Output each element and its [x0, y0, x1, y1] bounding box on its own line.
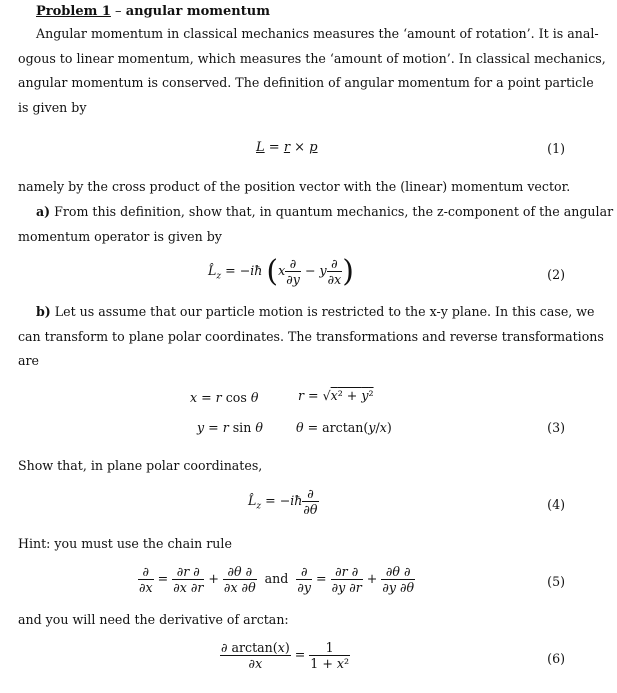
part-b-text-2: can transform to plane polar coordinates. The transformations and reverse transformations [18, 328, 604, 344]
equation-6: $\frac{\partial \arctan(x)}{\partial x}$ = $\frac{1}{\text{1 + x²}}$ [221, 640, 350, 671]
show-that-text: Show that, in plane polar coordinates, [18, 458, 263, 473]
part-b-label: b) [36, 304, 51, 319]
intro-line: is given by [18, 99, 87, 115]
equation-5: $\frac{\partial}{\partial x}$ = $\frac{\partial r \partial}{\partial x \partial r}$ + $\frac{\partial\theta \partial}{\partial x \partial\theta}$ and $\frac{\partial}{\partial y}$ = $\frac{\partial r \partial}{\partial y \partial r}$ + $\frac{\partial\theta \partial}{\partial y \partial\theta}$ [139, 564, 415, 595]
equation-3-r: r = √x² + y² [298, 388, 374, 403]
part-a-text-2: momentum operator is given by [18, 228, 222, 244]
after-eq1-paragraph [18, 175, 571, 200]
equation-3-theta: θ = arctan(y/x) [296, 420, 392, 435]
and-word: and [264, 571, 289, 586]
equation-5-number: (5) [547, 574, 565, 589]
after-eq1-text: namely by the cross product of the position vector with the (linear) momentum vector. [18, 179, 571, 194]
problem-topic: angular momentum [125, 4, 270, 19]
equation-1-number: (1) [547, 141, 565, 156]
show-that-paragraph [18, 454, 568, 479]
intro-line: angular momentum is conserved. The definition of angular momentum for a point particle [18, 75, 594, 90]
equation-4-number: (4) [547, 497, 565, 512]
equation-6-number: (6) [547, 651, 565, 666]
equation-2: $L̂_z$ = −iħ (x $\frac{\partial}{\partial y}$ − y $\frac{\partial}{\partial x}$ ) [208, 254, 354, 289]
equation-1: L = r × p [256, 140, 318, 155]
equation-2-number: (2) [547, 267, 565, 282]
intro-line: ogous to linear momentum, which measures the ‘amount of motion’. In classical mechanics, [18, 50, 606, 66]
title-separator: – [110, 4, 126, 19]
hint-text: Hint: you must use the chain rule [18, 536, 232, 551]
part-a-label: a) [36, 204, 51, 219]
part-b-paragraph [18, 300, 604, 374]
equation-3-x: x = r cos θ [190, 390, 259, 405]
part-b-text-3: are [18, 353, 39, 368]
equation-3-y: y = r sin θ [197, 420, 263, 435]
derivative-text: and you will need the derivative of arctan: [18, 612, 289, 627]
intro-paragraph [18, 22, 606, 120]
equation-4: $L̂_z$ = −iħ $\frac{\partial}{\partial\theta}$ [248, 486, 318, 517]
problem-title [36, 4, 270, 19]
part-a-paragraph [18, 200, 614, 249]
equation-3-number: (3) [547, 420, 565, 435]
problem-label: Problem 1 [36, 4, 111, 19]
part-a-text-1: From this definition, show that, in quantum mechanics, the z-component of the angular [54, 204, 614, 219]
part-b-text-1: Let us assume that our particle motion is restricted to the x-y plane. In this case, we [54, 304, 595, 319]
intro-line: Angular momentum in classical mechanics measures the ‘amount of rotation’. It is anal- [36, 26, 599, 41]
